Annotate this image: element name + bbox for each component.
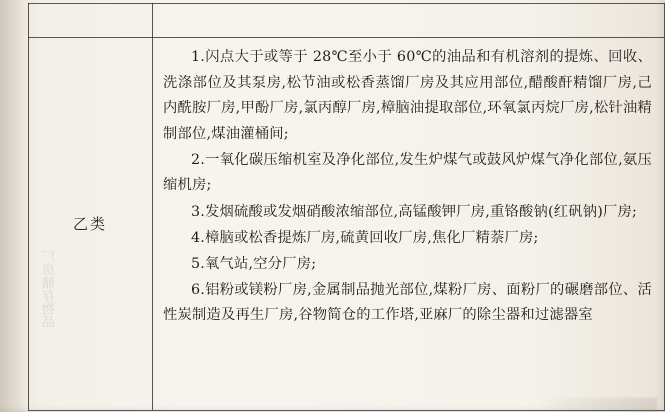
page-gutter-shadow	[0, 0, 26, 412]
content-item: 1.闪点大于或等于 28℃至小于 60℃的油品和有机溶剂的提炼、回收、洗涤部位及其泵房,松节油或松香蒸馏厂房及其应用部位,醋酸酐精馏厂房,己内酰胺厂房,甲酚厂房,氯丙醇厂房,樟脑油提取部位,环氧氯丙烷厂房,松针油精制部位,煤油灌桶间;	[163, 49, 652, 142]
content-item: 4.樟脑或松香提炼厂房,硫黄回收厂房,焦化厂精萘厂房;	[191, 229, 539, 246]
table-border-top	[28, 3, 665, 4]
content-item: 2.一氧化碳压缩机室及净化部位,发生炉煤气或鼓风炉煤气净化部位,氨压缩机房;	[163, 151, 652, 194]
category-label: 乙类	[72, 215, 107, 233]
table-cell-content	[153, 38, 664, 409]
content-item: 3.发烟硫酸或发烟硝酸浓缩部位,高锰酸钾厂房,重铬酸钠(红矾钠)厂房;	[191, 203, 638, 220]
reverse-page-bleed-through: 厂房储存物品	[43, 250, 58, 328]
content-item: 5.氧气站,空分厂房;	[191, 255, 317, 272]
table-border-bottom	[28, 410, 665, 411]
content-item: 6.铝粉或镁粉厂房,金属制品抛光部位,煤粉厂房、面粉厂的碾磨部位、活性炭制造及再生厂房,谷物简仓的工作塔,亚麻厂的除尘器和过滤器室	[163, 281, 652, 324]
table-cell-category	[29, 38, 151, 409]
